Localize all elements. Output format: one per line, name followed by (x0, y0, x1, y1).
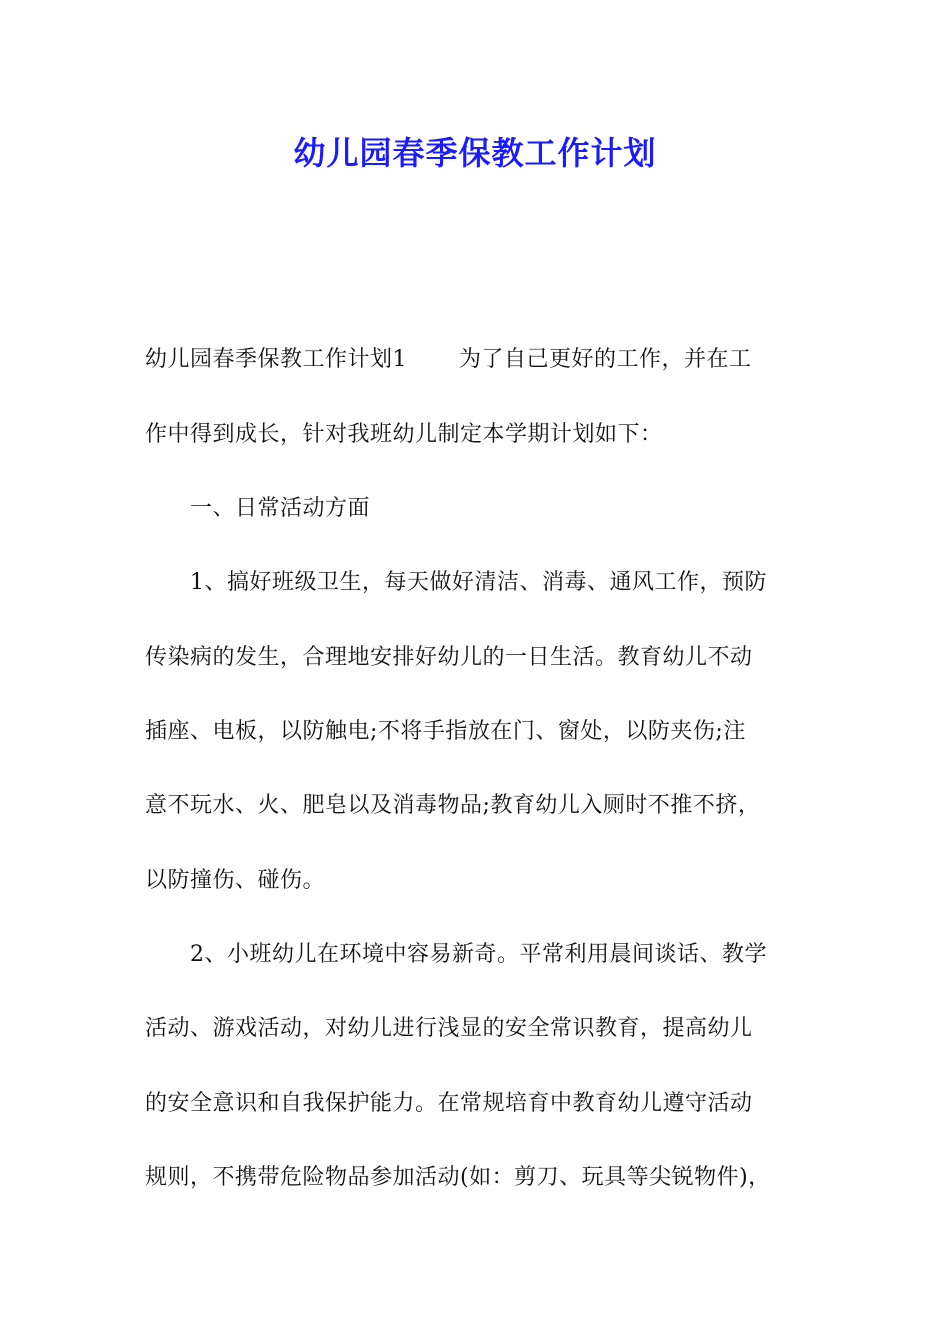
paragraph-line: 插座、电板，以防触电;不将手指放在门、窗处，以防夹伤;注 (145, 719, 746, 744)
document-title: 幼儿园春季保教工作计划 (293, 134, 657, 172)
paragraph-line: 以防撞伤、碰伤。 (145, 868, 326, 893)
paragraph-line: 意不玩水、火、肥皂以及消毒物品;教育幼儿入厕时不推不挤， (145, 793, 761, 818)
paragraph-line: 作中得到成长，针对我班幼儿制定本学期计划如下： (145, 422, 663, 447)
paragraph-line: 活动、游戏活动，对幼儿进行浅显的安全常识教育，提高幼儿 (145, 1016, 753, 1041)
paragraph-line: 1、搞好班级卫生，每天做好清洁、消毒、通风工作，预防 (190, 570, 767, 595)
intro-prefix: 幼儿园春季保教工作计划1 (145, 347, 407, 372)
paragraph-line: 2、小班幼儿在环境中容易新奇。平常利用晨间谈话、教学 (190, 942, 767, 967)
paragraph-line: 传染病的发生，合理地安排好幼儿的一日生活。教育幼儿不动 (145, 645, 753, 670)
intro-line (145, 345, 752, 375)
paragraph-line: 的安全意识和自我保护能力。在常规培育中教育幼儿遵守活动 (145, 1091, 753, 1116)
section-heading: 一、日常活动方面 (190, 496, 371, 521)
paragraph-line: 规则，不携带危险物品参加活动(如：剪刀、玩具等尖锐物件)， (145, 1165, 771, 1190)
intro-rest: 为了自己更好的工作，并在工 (459, 347, 752, 372)
